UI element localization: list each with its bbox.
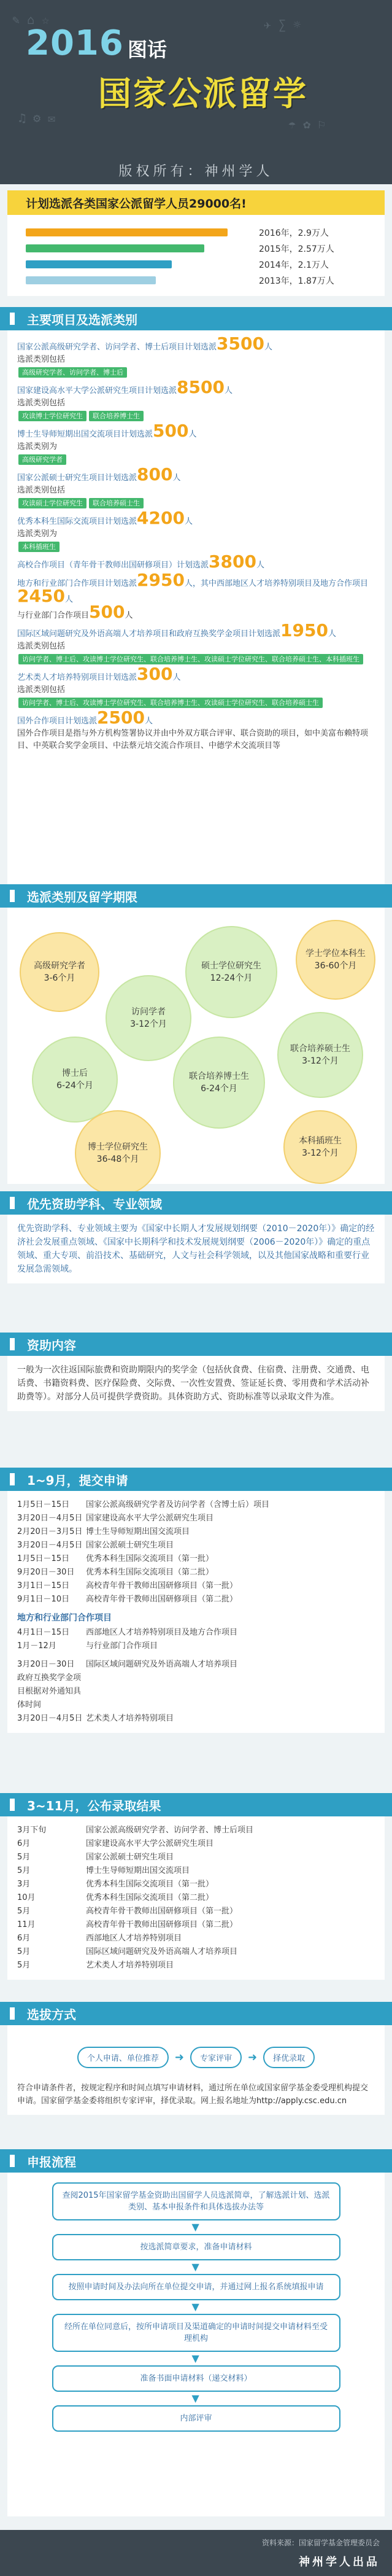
project-name: 国际区域问题研究及外语高端人才培养项目和政府互换奖学金项目计划选派 xyxy=(17,629,281,639)
project-item xyxy=(17,464,375,510)
project-item xyxy=(17,570,375,622)
doodle-icon: ✎ ⌂ ☆ xyxy=(12,12,50,27)
plan-bar xyxy=(26,228,228,236)
category-term: 36-60个月 xyxy=(314,961,357,971)
page-title: 国家公派留学 xyxy=(98,74,308,113)
project-name: 地方和行业部门合作项目计划选派 xyxy=(17,579,137,588)
apply-timeline xyxy=(7,1491,385,1733)
categories-section xyxy=(0,884,392,1184)
timeline-item: 国家公派高级研究学者、访问学者、博士后项目 xyxy=(86,1826,254,1835)
timeline-item: 博士生导师短期出国交流项目 xyxy=(86,1527,190,1536)
doodle-icon: ✈ ∑ ☼ xyxy=(264,17,301,32)
timeline-date: 3月 xyxy=(17,1880,31,1889)
timeline-item xyxy=(86,1671,375,1712)
timeline-date: 6月 xyxy=(17,1839,31,1848)
category-label: 高级研究学者 xyxy=(34,961,85,971)
timeline-row xyxy=(17,1945,375,1959)
project-unit: 人 xyxy=(184,517,193,526)
footer xyxy=(0,2530,392,2576)
timeline-item: 高校青年骨干教师出国研修项目（第一批） xyxy=(86,1581,238,1590)
project-item xyxy=(17,551,375,572)
timeline-row xyxy=(17,1851,375,1864)
timeline-date: 5月 xyxy=(17,1866,31,1875)
category-term: 12-24个月 xyxy=(210,973,253,983)
category-term: 3-12个月 xyxy=(130,1019,167,1029)
timeline-row xyxy=(17,1593,375,1606)
timeline-date: 3月20日－4月5日 xyxy=(17,1714,83,1723)
project-count: 2950 xyxy=(137,570,185,590)
timeline-item: 国家建设高水平大学公派研究生项目 xyxy=(86,1839,214,1848)
timeline-date: 3月20日－30日 xyxy=(17,1660,75,1669)
project-note: 选派类别包括 xyxy=(17,486,66,495)
section-heading: 选拔方式 xyxy=(0,2002,392,2025)
footer-source: 资料来源：国家留学基金管理委员会 xyxy=(261,2539,380,2547)
project-unit: 人 xyxy=(64,595,73,604)
priority-section xyxy=(0,1191,392,1283)
project-tags xyxy=(17,653,375,666)
timeline-date: 3月下旬 xyxy=(17,1826,47,1835)
timeline-date: 6月 xyxy=(17,1934,31,1943)
funding-text: 一般为一次往返国际旅费和资助期限内的奖学金（包括伙食费、住宿费、注册费、交通费、电话费、书籍资料费、医疗保险费、交际费、一次性安置费、签证延长费、零用费和学术活动补助费等）。对部分人员可提供学费资助。具体资助方式、资助标准等以录取文件为准。 xyxy=(7,1356,385,1411)
timeline-row xyxy=(17,1552,375,1566)
header-year: 2016 xyxy=(26,23,124,63)
timeline-row xyxy=(17,1498,375,1512)
project-item xyxy=(17,664,375,709)
project-item xyxy=(17,508,375,553)
project-unit: 人 xyxy=(125,611,133,620)
process-step: 经所在单位同意后，按所申请项目及渠道确定的申请时间提交申请材料至受理机构 ▼ xyxy=(52,2314,340,2352)
priority-text: 优先资助学科、专业领域主要为《国家中长期人才发展规划纲要（2010－2020年）》确定的经济社会发展重点领域、《国家中长期科学和技术发展规划纲要（2006－2020年）》确定的重点领域、重大专项、前沿技术、基础研究，人文与社会科学领域，以及其他国家战略和重要行业发展急需领域。 xyxy=(7,1215,385,1283)
timeline-date: 政府互换奖学金项目根据对外通知具体时间 xyxy=(17,1673,82,1710)
timeline-row xyxy=(17,1579,375,1593)
project-note: 选派类别包括 xyxy=(17,399,66,408)
project-count: 500 xyxy=(153,421,189,441)
project-count: 2450 xyxy=(17,586,65,606)
timeline-row xyxy=(17,1824,375,1837)
category-tag: 访问学者、博士后、攻读博士学位研究生、联合培养博士生、攻读硕士学位研究生、联合培养硕士生 xyxy=(18,698,323,708)
plan-bar xyxy=(26,260,172,268)
category-term: 3-6个月 xyxy=(44,973,75,983)
category-tag: 访问学者、博士后、攻读博士学位研究生、联合培养博士生、攻读硕士学位研究生、联合培养硕士生、本科插班生 xyxy=(18,654,363,664)
timeline-date: 4月1日－15日 xyxy=(17,1628,70,1637)
process-step: 查阅2015年国家留学基金资助出国留学人员选派简章，了解选派计划、选派类别、基本申报条件和具体选拔办法等 ▼ xyxy=(52,2182,340,2220)
project-unit: 人 xyxy=(188,430,197,439)
timeline-date: 5月 xyxy=(17,1907,31,1916)
timeline-item: 高校青年骨干教师出国研修项目（第二批） xyxy=(86,1920,238,1929)
timeline-row xyxy=(17,1640,375,1653)
timeline-row xyxy=(17,1566,375,1579)
project-item xyxy=(17,377,375,422)
project-unit: 人 xyxy=(264,343,272,352)
plan-bar xyxy=(26,244,204,252)
project-tags xyxy=(17,497,375,510)
process-section xyxy=(0,2149,392,2516)
project-tags xyxy=(17,540,375,553)
project-tags xyxy=(17,453,375,466)
project-name: 博士生导师短期出国交流项目计划选派 xyxy=(17,430,153,439)
method-step: 个人申请、单位推荐 xyxy=(77,2047,169,2068)
category-tag: 攻读硕士学位研究生 xyxy=(18,498,86,508)
header-subtitle: 图话 xyxy=(128,38,167,61)
timeline-item: 高校青年骨干教师出国研修项目（第二批） xyxy=(86,1595,238,1604)
category-label: 本科插班生 xyxy=(299,1136,342,1146)
results-section xyxy=(0,1793,392,1980)
timeline-row xyxy=(17,1959,375,1972)
category-bubble xyxy=(296,920,375,1000)
project-unit: 人 xyxy=(224,386,233,395)
method-flow xyxy=(17,2033,375,2082)
category-bubble xyxy=(20,932,99,1012)
project-count: 500 xyxy=(89,602,125,622)
timeline-date: 9月20日－30日 xyxy=(17,1568,75,1577)
doodle-icon: ♫ ⚙ ✉ xyxy=(18,111,56,125)
category-bubble xyxy=(283,1110,357,1184)
section-heading: 3~11月，公布录取结果 xyxy=(0,1793,392,1816)
project-unit: 人 xyxy=(172,673,181,682)
section-heading: 申报流程 xyxy=(0,2149,392,2173)
timeline-date: 10月 xyxy=(17,1893,36,1902)
category-tag: 攻读博士学位研究生 xyxy=(18,411,86,421)
timeline-date: 3月20日－4月5日 xyxy=(17,1514,83,1523)
project-tags xyxy=(17,410,375,422)
project-list xyxy=(7,330,385,889)
timeline-row xyxy=(17,1525,375,1539)
category-label: 博士学位研究生 xyxy=(88,1142,148,1152)
project-count: 300 xyxy=(137,664,173,684)
funding-section xyxy=(0,1333,392,1411)
timeline-item: 国际区域问题研究及外语高端人才培养项目 xyxy=(86,1660,238,1669)
timeline-item: 国家公派硕士研究生项目 xyxy=(86,1853,174,1862)
category-bubble xyxy=(185,926,277,1018)
category-label: 访问学者 xyxy=(131,1007,166,1017)
project-note: 国外合作项目是指与外方机构签署协议并由中外双方联合评审、联合资助的项目，如中美富布赖特项目、中英联合奖学金项目、中法蔡元培交流合作项目、中德学术交流项目等 xyxy=(17,729,369,750)
project-count: 4200 xyxy=(137,508,185,528)
section-heading: 主要项目及选派类别 xyxy=(0,307,392,330)
results-timeline xyxy=(7,1816,385,1980)
process-step: 按照申请时间及办法向所在单位提交申请，并通过网上报名系统填报申请 ▼ xyxy=(52,2274,340,2300)
method-section xyxy=(0,2002,392,2115)
arrow-right-icon: ➜ xyxy=(248,2050,258,2064)
timeline-item: 优秀本科生国际交流项目（第二批） xyxy=(86,1568,214,1577)
apply-section xyxy=(0,1468,392,1733)
project-unit: 人 xyxy=(328,629,336,639)
category-bubble xyxy=(75,1110,161,1196)
category-tag: 联合培养博士生 xyxy=(89,411,144,421)
project-name: 高校合作项目（青年骨干教师出国研修项目）计划选派 xyxy=(17,561,209,570)
process-steps xyxy=(7,2173,385,2516)
timeline-date: 1月－12月 xyxy=(17,1641,56,1651)
category-term: 6-24个月 xyxy=(201,1084,237,1094)
timeline-row xyxy=(17,1918,375,1932)
method-step: 专家评审 xyxy=(190,2047,242,2068)
timeline-row xyxy=(17,1539,375,1552)
timeline-row xyxy=(17,1878,375,1891)
timeline-item: 西部地区人才培养特别项目 xyxy=(86,1934,182,1943)
timeline-item: 国家建设高水平大学公派研究生项目 xyxy=(86,1514,214,1523)
category-term: 6-24个月 xyxy=(56,1081,93,1091)
timeline-date: 3月20日－4月5日 xyxy=(17,1541,83,1550)
category-label: 联合培养硕士生 xyxy=(290,1044,350,1054)
timeline-item: 博士生导师短期出国交流项目 xyxy=(86,1866,190,1875)
project-name: 优秀本科生国际交流项目计划选派 xyxy=(17,517,137,526)
category-term: 3-12个月 xyxy=(302,1148,339,1158)
plan-title: 计划选派各类国家公派留学人员29000名! xyxy=(7,190,385,215)
timeline-row xyxy=(17,1864,375,1878)
timeline-date: 5月 xyxy=(17,1961,31,1970)
project-item xyxy=(17,620,375,666)
process-step: 准备书面申请材料（递交材料） ▼ xyxy=(52,2365,340,2392)
section-heading: 1~9月，提交申请 xyxy=(0,1468,392,1491)
timeline-item: 国家公派高级研究学者及访问学者（含博士后）项目 xyxy=(86,1500,270,1509)
project-tags xyxy=(17,696,375,709)
plan-bar-label: 2016年，2.9万人 xyxy=(259,228,329,238)
category-label: 硕士学位研究生 xyxy=(201,961,261,971)
category-bubble xyxy=(32,1037,118,1123)
timeline-row xyxy=(17,1837,375,1851)
timeline-row xyxy=(17,1932,375,1945)
timeline-item: 优秀本科生国际交流项目（第一批） xyxy=(86,1554,214,1563)
apply-subheading: 地方和行业部门合作项目 xyxy=(17,1613,112,1623)
projects-section xyxy=(0,307,392,889)
method-step: 择优录取 xyxy=(263,2047,315,2068)
timeline-item: 优秀本科生国际交流项目（第一批） xyxy=(86,1880,214,1889)
project-name: 国家公派硕士研究生项目计划选派 xyxy=(17,473,137,483)
project-note: 选派类别包括 xyxy=(17,685,66,695)
timeline-item: 艺术类人才培养特别项目 xyxy=(86,1714,174,1723)
timeline-date: 11月 xyxy=(17,1920,36,1929)
timeline-item: 与行业部门合作项目 xyxy=(86,1641,158,1651)
category-tag: 联合培养硕士生 xyxy=(89,498,144,508)
plan-bar-label: 2014年，2.1万人 xyxy=(259,260,329,270)
timeline-date: 3月1日－15日 xyxy=(17,1581,70,1590)
project-unit: 人 xyxy=(172,473,181,483)
project-note: 与行业部门合作项目500人 xyxy=(17,602,133,622)
plan-bar-label: 2015年，2.57万人 xyxy=(259,244,334,254)
section-heading: 资助内容 xyxy=(0,1333,392,1356)
timeline-item: 国际区域问题研究及外语高端人才培养项目 xyxy=(86,1947,238,1956)
category-label: 博士后 xyxy=(62,1068,88,1078)
plan-bar-chart xyxy=(7,215,385,296)
footer-brand: 神州学人出品 xyxy=(299,2556,380,2569)
project-unit: 人 xyxy=(256,561,264,570)
project-note: 选派类别包括 xyxy=(17,355,66,364)
timeline-item: 艺术类人才培养特别项目 xyxy=(86,1961,174,1970)
timeline-row xyxy=(17,1905,375,1918)
category-term: 3-12个月 xyxy=(302,1056,339,1066)
section-heading: 优先资助学科、专业领域 xyxy=(0,1191,392,1215)
project-count: 3800 xyxy=(209,551,256,572)
plan-bar xyxy=(26,276,156,284)
timeline-row xyxy=(17,1512,375,1525)
project-count: 8500 xyxy=(177,377,225,397)
project-item xyxy=(17,421,375,466)
timeline-row xyxy=(17,1671,375,1712)
project-unit: 人，其中西部地区人才培养特别项目及地方合作项目 xyxy=(184,579,368,588)
timeline-date: 5月 xyxy=(17,1947,31,1956)
timeline-row xyxy=(17,1658,375,1671)
timeline-item: 国家公派硕士研究生项目 xyxy=(86,1541,174,1550)
project-count: 1950 xyxy=(280,620,328,640)
timeline-item: 优秀本科生国际交流项目（第二批） xyxy=(86,1893,214,1902)
hero-banner xyxy=(0,0,392,184)
method-text: 符合申请条件者，按规定程序和时间点填写申请材料，通过所在单位或国家留学基金委受理机构提交申请。国家留学基金委将组织专家评审，择优录取。网上报名地址为http://apply.csc.edu.cn xyxy=(17,2084,369,2106)
category-bubble xyxy=(106,975,191,1061)
category-tag: 本科插班生 xyxy=(18,542,60,552)
project-name: 艺术类人才培养特别项目计划选派 xyxy=(17,673,137,682)
timeline-row xyxy=(17,1891,375,1905)
project-unit: 人 xyxy=(144,717,153,726)
timeline-date: 1月5日－15日 xyxy=(17,1554,70,1563)
category-bubble xyxy=(173,1037,265,1129)
section-heading: 选派类别及留学期限 xyxy=(0,884,392,908)
process-step: 按选派简章要求，准备申请材料 ▼ xyxy=(52,2234,340,2260)
category-label: 联合培养博士生 xyxy=(189,1072,249,1081)
timeline-date: 9月1日－10日 xyxy=(17,1595,70,1604)
timeline-date: 5月 xyxy=(17,1853,31,1862)
plan-section xyxy=(0,190,392,296)
method-card xyxy=(7,2025,385,2115)
category-tag: 高级研究学者 xyxy=(18,454,66,465)
category-bubbles xyxy=(7,908,385,1184)
timeline-row xyxy=(17,1626,375,1640)
category-label: 学士学位本科生 xyxy=(306,949,366,959)
process-step: 内部评审 xyxy=(52,2405,340,2432)
project-count: 3500 xyxy=(217,333,264,354)
project-note: 选派类别为 xyxy=(17,442,58,451)
project-count: 800 xyxy=(137,464,173,484)
category-term: 36-48个月 xyxy=(96,1154,139,1164)
project-item xyxy=(17,707,375,752)
project-name: 国家公派高级研究学者、访问学者、博士后项目计划选派 xyxy=(17,343,217,352)
project-item xyxy=(17,333,375,379)
project-note: 选派类别为 xyxy=(17,529,58,539)
project-note: 选派类别包括 xyxy=(17,642,66,651)
timeline-date: 2月20日－3月5日 xyxy=(17,1527,83,1536)
arrow-right-icon: ➜ xyxy=(174,2050,184,2064)
project-name: 国家建设高水平大学公派研究生项目计划选派 xyxy=(17,386,177,395)
project-count: 2500 xyxy=(97,707,145,728)
project-name: 国外合作项目计划选派 xyxy=(17,717,98,726)
timeline-row xyxy=(17,1712,375,1726)
timeline-date: 1月5日－15日 xyxy=(17,1500,70,1509)
plan-bar-label: 2013年，1.87万人 xyxy=(259,276,334,286)
timeline-item: 西部地区人才培养特别项目及地方合作项目 xyxy=(86,1628,238,1637)
category-tag: 高级研究学者、访问学者、博士后 xyxy=(18,367,127,378)
category-bubble xyxy=(277,1012,363,1098)
timeline-item: 高校青年骨干教师出国研修项目（第一批） xyxy=(86,1907,238,1916)
copyright: 版权所有：神州学人 xyxy=(118,164,274,179)
doodle-icon: ☂ ✿ ⚐ xyxy=(288,117,326,131)
